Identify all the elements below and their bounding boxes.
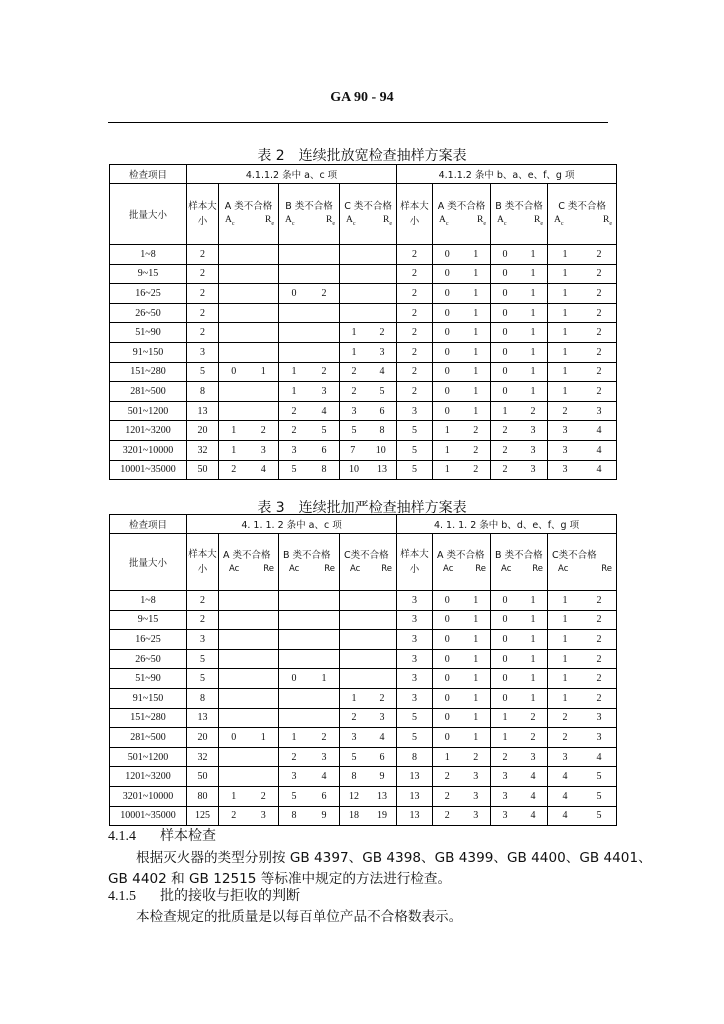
cell-a bbox=[219, 591, 279, 611]
section-4-1-4-body-line2: GB 4402 和 GB 12515 等标准中规定的方法进行检查。 bbox=[108, 871, 452, 887]
section-number: 4.1.4 bbox=[108, 829, 136, 844]
sample-size-right: 3 bbox=[397, 669, 433, 689]
cell-a2: 0 1 bbox=[433, 284, 491, 304]
lot-size: 9~15 bbox=[110, 264, 187, 284]
cell-c2: 1 2 bbox=[548, 303, 617, 323]
sample-size-right: 3 bbox=[397, 401, 433, 421]
table2-hdr-c-left: C 类不合格 $A_c$ $R_e$ bbox=[340, 184, 397, 245]
cell-b bbox=[279, 708, 340, 728]
table3-hdr-a-left: A 类不合格 Ac Re bbox=[219, 534, 279, 591]
lot-size: 26~50 bbox=[110, 649, 187, 669]
table3-caption: 表 3 连续批加严检查抽样方案表 bbox=[257, 500, 467, 516]
table3-hdr-a-right: A 类不合格 Ac Re bbox=[433, 534, 491, 591]
cell-a2: 0 1 bbox=[433, 303, 491, 323]
table2-hdr-b-left: B 类不合格 $A_c$ $R_e$ bbox=[279, 184, 340, 245]
sample-size-right: 3 bbox=[397, 688, 433, 708]
cell-b2: 2 3 bbox=[491, 421, 548, 441]
table-row bbox=[110, 728, 617, 748]
table2-hdr-c-right: C 类不合格 $A_c$ $R_e$ bbox=[548, 184, 617, 245]
cell-c: 3 4 bbox=[340, 728, 397, 748]
sample-size-right: 5 bbox=[397, 440, 433, 460]
cell-c2: 4 5 bbox=[548, 806, 617, 826]
table2-hdr-a-left: A 类不合格 $A_c$ $R_e$ bbox=[219, 184, 279, 245]
sample-size: 8 bbox=[187, 382, 219, 402]
sample-size-right: 3 bbox=[397, 630, 433, 650]
cell-b: 3 4 bbox=[279, 767, 340, 787]
section-4-1-4-body-line1: 根据灭火器的类型分别按 GB 4397、GB 4398、GB 4399、GB 4400、GB 4401、 bbox=[136, 850, 652, 866]
cell-b bbox=[279, 245, 340, 265]
cell-a bbox=[219, 284, 279, 304]
cell-c bbox=[340, 630, 397, 650]
sample-size-right: 5 bbox=[397, 460, 433, 480]
table-row bbox=[110, 303, 617, 323]
cell-a bbox=[219, 401, 279, 421]
table-row bbox=[110, 747, 617, 767]
cell-a2: 0 1 bbox=[433, 342, 491, 362]
cell-a bbox=[219, 245, 279, 265]
cell-b bbox=[279, 303, 340, 323]
sample-size: 50 bbox=[187, 460, 219, 480]
class-a-label: A 类不合格 bbox=[224, 200, 273, 212]
table-row bbox=[110, 806, 617, 826]
cell-a2: 0 1 bbox=[433, 264, 491, 284]
table-row bbox=[110, 610, 617, 630]
cell-a bbox=[219, 610, 279, 630]
sample-size: 13 bbox=[187, 708, 219, 728]
cell-b2: 0 1 bbox=[491, 630, 548, 650]
cell-a2: 0 1 bbox=[433, 649, 491, 669]
cell-c: 1 3 bbox=[340, 342, 397, 362]
cell-b: 3 6 bbox=[279, 440, 340, 460]
lot-size: 16~25 bbox=[110, 284, 187, 304]
cell-b2: 0 1 bbox=[491, 669, 548, 689]
cell-b: 8 9 bbox=[279, 806, 340, 826]
table-row bbox=[110, 649, 617, 669]
cell-b2: 1 2 bbox=[491, 708, 548, 728]
sample-size: 3 bbox=[187, 630, 219, 650]
table2-group-right: 4.1.1.2 条中 b、a、e、f、g 项 bbox=[397, 165, 617, 184]
cell-c2: 4 5 bbox=[548, 786, 617, 806]
lot-size: 1~8 bbox=[110, 245, 187, 265]
cell-a2: 2 3 bbox=[433, 786, 491, 806]
lot-size: 91~150 bbox=[110, 688, 187, 708]
cell-b2: 1 2 bbox=[491, 728, 548, 748]
cell-b2: 0 1 bbox=[491, 284, 548, 304]
cell-b2: 3 4 bbox=[491, 786, 548, 806]
lot-size: 51~90 bbox=[110, 669, 187, 689]
sample-size: 2 bbox=[187, 591, 219, 611]
cell-b bbox=[279, 591, 340, 611]
sample-size: 125 bbox=[187, 806, 219, 826]
sample-size-right: 3 bbox=[397, 649, 433, 669]
cell-a2: 0 1 bbox=[433, 728, 491, 748]
cell-c bbox=[340, 284, 397, 304]
lot-size: 51~90 bbox=[110, 323, 187, 343]
lot-size: 91~150 bbox=[110, 342, 187, 362]
cell-a bbox=[219, 649, 279, 669]
cell-b: 2 4 bbox=[279, 401, 340, 421]
cell-a bbox=[219, 323, 279, 343]
cell-a2: 0 1 bbox=[433, 669, 491, 689]
cell-a bbox=[219, 303, 279, 323]
sample-size-right: 3 bbox=[397, 610, 433, 630]
standard-code: GA 90 - 94 bbox=[330, 90, 394, 105]
sample-size: 2 bbox=[187, 264, 219, 284]
cell-a bbox=[219, 630, 279, 650]
cell-b2: 2 3 bbox=[491, 747, 548, 767]
cell-b: 2 3 bbox=[279, 747, 340, 767]
cell-c2: 4 5 bbox=[548, 767, 617, 787]
cell-b bbox=[279, 264, 340, 284]
cell-b bbox=[279, 649, 340, 669]
cell-c: 5 6 bbox=[340, 747, 397, 767]
lot-size: 501~1200 bbox=[110, 401, 187, 421]
table-row bbox=[110, 323, 617, 343]
cell-a2: 1 2 bbox=[433, 460, 491, 480]
section-title: 样本检查 bbox=[160, 828, 216, 844]
lot-size: 26~50 bbox=[110, 303, 187, 323]
cell-a2: 0 1 bbox=[433, 708, 491, 728]
sample-size-right: 13 bbox=[397, 806, 433, 826]
section-4-1-5-body: 本检查规定的批质量是以每百单位产品不合格数表示。 bbox=[136, 909, 463, 925]
cell-c bbox=[340, 669, 397, 689]
lot-size: 151~280 bbox=[110, 708, 187, 728]
cell-b2: 0 1 bbox=[491, 323, 548, 343]
sample-size-right: 13 bbox=[397, 786, 433, 806]
cell-b2: 0 1 bbox=[491, 245, 548, 265]
table-row bbox=[110, 245, 617, 265]
lot-size: 151~280 bbox=[110, 362, 187, 382]
table3-hdr-sample-right: 样本大小 bbox=[397, 534, 433, 591]
cell-c bbox=[340, 610, 397, 630]
cell-c bbox=[340, 591, 397, 611]
class-b-label: B 类不合格 bbox=[285, 200, 333, 212]
sample-size: 20 bbox=[187, 421, 219, 441]
cell-c2: 1 2 bbox=[548, 630, 617, 650]
cell-a2: 0 1 bbox=[433, 245, 491, 265]
cell-c2: 1 2 bbox=[548, 362, 617, 382]
cell-a: 0 1 bbox=[219, 362, 279, 382]
cell-b2: 0 1 bbox=[491, 649, 548, 669]
cell-b2: 3 4 bbox=[491, 806, 548, 826]
sample-size-right: 2 bbox=[397, 284, 433, 304]
table-row bbox=[110, 708, 617, 728]
cell-a bbox=[219, 688, 279, 708]
cell-c2: 2 3 bbox=[548, 401, 617, 421]
cell-a: 2 3 bbox=[219, 806, 279, 826]
cell-c2: 3 4 bbox=[548, 440, 617, 460]
sample-size: 20 bbox=[187, 728, 219, 748]
sample-size-right: 8 bbox=[397, 747, 433, 767]
cell-c: 10 13 bbox=[340, 460, 397, 480]
cell-a2: 0 1 bbox=[433, 610, 491, 630]
cell-a bbox=[219, 264, 279, 284]
cell-c bbox=[340, 245, 397, 265]
cell-c: 2 3 bbox=[340, 708, 397, 728]
cell-c: 2 4 bbox=[340, 362, 397, 382]
cell-b bbox=[279, 688, 340, 708]
sample-size: 2 bbox=[187, 245, 219, 265]
section-4-1-4-heading bbox=[108, 826, 216, 847]
table-row bbox=[110, 630, 617, 650]
cell-c: 8 9 bbox=[340, 767, 397, 787]
cell-a bbox=[219, 767, 279, 787]
cell-c2: 1 2 bbox=[548, 342, 617, 362]
cell-c bbox=[340, 649, 397, 669]
sample-size-right: 2 bbox=[397, 264, 433, 284]
cell-a bbox=[219, 747, 279, 767]
sample-size: 2 bbox=[187, 284, 219, 304]
sample-size: 32 bbox=[187, 440, 219, 460]
table-row bbox=[110, 284, 617, 304]
cell-b bbox=[279, 342, 340, 362]
lot-size: 3201~10000 bbox=[110, 440, 187, 460]
cell-a: 1 3 bbox=[219, 440, 279, 460]
cell-b2: 0 1 bbox=[491, 591, 548, 611]
cell-a: 0 1 bbox=[219, 728, 279, 748]
cell-a2: 1 2 bbox=[433, 747, 491, 767]
sample-size: 32 bbox=[187, 747, 219, 767]
cell-b2: 0 1 bbox=[491, 610, 548, 630]
table-row bbox=[110, 767, 617, 787]
cell-a2: 1 2 bbox=[433, 421, 491, 441]
lot-size: 9~15 bbox=[110, 610, 187, 630]
cell-a2: 1 2 bbox=[433, 440, 491, 460]
cell-c2: 1 2 bbox=[548, 669, 617, 689]
cell-b2: 2 3 bbox=[491, 460, 548, 480]
sample-size: 50 bbox=[187, 767, 219, 787]
cell-c: 3 6 bbox=[340, 401, 397, 421]
lot-size: 1201~3200 bbox=[110, 767, 187, 787]
lot-size: 16~25 bbox=[110, 630, 187, 650]
sample-size-right: 13 bbox=[397, 767, 433, 787]
cell-b2: 3 4 bbox=[491, 767, 548, 787]
cell-a2: 2 3 bbox=[433, 767, 491, 787]
cell-a: 1 2 bbox=[219, 786, 279, 806]
cell-c: 2 5 bbox=[340, 382, 397, 402]
cell-c2: 1 2 bbox=[548, 688, 617, 708]
table-row bbox=[110, 688, 617, 708]
cell-a: 2 4 bbox=[219, 460, 279, 480]
cell-a: 1 2 bbox=[219, 421, 279, 441]
lot-size: 3201~10000 bbox=[110, 786, 187, 806]
cell-b2: 0 1 bbox=[491, 382, 548, 402]
table-row bbox=[110, 786, 617, 806]
table-row bbox=[110, 382, 617, 402]
sample-size: 2 bbox=[187, 303, 219, 323]
cell-c: 1 2 bbox=[340, 688, 397, 708]
cell-c2: 1 2 bbox=[548, 323, 617, 343]
lot-size: 10001~35000 bbox=[110, 460, 187, 480]
sample-size: 8 bbox=[187, 688, 219, 708]
table2-hdr-batch: 批量大小 bbox=[110, 184, 187, 245]
cell-a2: 0 1 bbox=[433, 382, 491, 402]
sample-size: 5 bbox=[187, 669, 219, 689]
table2-hdr-item: 检查项目 bbox=[110, 165, 187, 184]
header-rule bbox=[108, 122, 608, 123]
lot-size: 10001~35000 bbox=[110, 806, 187, 826]
cell-a2: 0 1 bbox=[433, 688, 491, 708]
cell-b: 1 2 bbox=[279, 728, 340, 748]
cell-b2: 0 1 bbox=[491, 342, 548, 362]
table3-hdr-batch: 批量大小 bbox=[110, 534, 187, 591]
sample-size-right: 5 bbox=[397, 708, 433, 728]
cell-b: 1 3 bbox=[279, 382, 340, 402]
cell-c bbox=[340, 264, 397, 284]
sample-size-right: 2 bbox=[397, 245, 433, 265]
sample-size-right: 3 bbox=[397, 591, 433, 611]
cell-a2: 0 1 bbox=[433, 591, 491, 611]
table3-hdr-b-right: B 类不合格 Ac Re bbox=[491, 534, 548, 591]
table2-group-left: 4.1.1.2 条中 a、c 项 bbox=[187, 165, 397, 184]
table3-hdr-c-right: C类不合格 Ac Re bbox=[548, 534, 617, 591]
table-row bbox=[110, 401, 617, 421]
lot-size: 1~8 bbox=[110, 591, 187, 611]
table2-hdr-b-right: B 类不合格 $A_c$ $R_e$ bbox=[491, 184, 548, 245]
table3-group-right: 4. 1. 1. 2 条中 b、d、e、f、g 项 bbox=[397, 515, 617, 534]
cell-b2: 0 1 bbox=[491, 362, 548, 382]
sample-size: 5 bbox=[187, 649, 219, 669]
table2-hdr-sample: 样本大小 bbox=[187, 184, 219, 245]
table2-caption: 表 2 连续批放宽检查抽样方案表 bbox=[257, 148, 467, 164]
cell-c2: 1 2 bbox=[548, 382, 617, 402]
sample-size-right: 2 bbox=[397, 382, 433, 402]
sample-size-right: 2 bbox=[397, 342, 433, 362]
table3-hdr-sample: 样本大小 bbox=[187, 534, 219, 591]
sample-size: 2 bbox=[187, 610, 219, 630]
table-row bbox=[110, 421, 617, 441]
cell-c2: 1 2 bbox=[548, 591, 617, 611]
sample-size-right: 2 bbox=[397, 323, 433, 343]
sample-size-right: 2 bbox=[397, 362, 433, 382]
cell-b: 5 8 bbox=[279, 460, 340, 480]
cell-b: 0 1 bbox=[279, 669, 340, 689]
sample-size: 80 bbox=[187, 786, 219, 806]
table3-hdr-b-left: B 类不合格 Ac Re bbox=[279, 534, 340, 591]
table3-hdr-item: 检查项目 bbox=[110, 515, 187, 534]
cell-a2: 2 3 bbox=[433, 806, 491, 826]
class-c-label: C 类不合格 bbox=[344, 200, 392, 212]
lot-size: 281~500 bbox=[110, 728, 187, 748]
table-row bbox=[110, 669, 617, 689]
cell-a2: 0 1 bbox=[433, 362, 491, 382]
cell-c2: 1 2 bbox=[548, 284, 617, 304]
cell-c2: 1 2 bbox=[548, 264, 617, 284]
cell-c2: 1 2 bbox=[548, 245, 617, 265]
cell-b: 0 2 bbox=[279, 284, 340, 304]
cell-a bbox=[219, 342, 279, 362]
cell-c: 18 19 bbox=[340, 806, 397, 826]
lot-size: 501~1200 bbox=[110, 747, 187, 767]
table-row bbox=[110, 362, 617, 382]
table2-hdr-a-right: A 类不合格 $A_c$ $R_e$ bbox=[433, 184, 491, 245]
cell-c: 5 8 bbox=[340, 421, 397, 441]
cell-b bbox=[279, 323, 340, 343]
sample-size-right: 5 bbox=[397, 728, 433, 748]
sample-size-right: 2 bbox=[397, 303, 433, 323]
table-row bbox=[110, 591, 617, 611]
cell-b: 1 2 bbox=[279, 362, 340, 382]
cell-a bbox=[219, 382, 279, 402]
cell-c bbox=[340, 303, 397, 323]
table-row bbox=[110, 440, 617, 460]
cell-c: 12 13 bbox=[340, 786, 397, 806]
cell-b bbox=[279, 630, 340, 650]
lot-size: 1201~3200 bbox=[110, 421, 187, 441]
cell-b2: 1 2 bbox=[491, 401, 548, 421]
cell-b2: 0 1 bbox=[491, 303, 548, 323]
cell-a2: 0 1 bbox=[433, 323, 491, 343]
table-row bbox=[110, 460, 617, 480]
cell-c2: 2 3 bbox=[548, 728, 617, 748]
table2 bbox=[109, 164, 616, 480]
cell-b: 2 5 bbox=[279, 421, 340, 441]
table-row bbox=[110, 264, 617, 284]
cell-c2: 2 3 bbox=[548, 708, 617, 728]
cell-b bbox=[279, 610, 340, 630]
sample-size: 2 bbox=[187, 323, 219, 343]
sample-size: 13 bbox=[187, 401, 219, 421]
cell-c2: 1 2 bbox=[548, 649, 617, 669]
cell-c: 1 2 bbox=[340, 323, 397, 343]
cell-a2: 0 1 bbox=[433, 401, 491, 421]
table3-group-left: 4. 1. 1. 2 条中 a、c 项 bbox=[187, 515, 397, 534]
cell-b2: 0 1 bbox=[491, 688, 548, 708]
lot-size: 281~500 bbox=[110, 382, 187, 402]
table-row bbox=[110, 342, 617, 362]
cell-c: 7 10 bbox=[340, 440, 397, 460]
sample-size: 3 bbox=[187, 342, 219, 362]
cell-a2: 0 1 bbox=[433, 630, 491, 650]
cell-a bbox=[219, 669, 279, 689]
table2-hdr-sample-right: 样本大小 bbox=[397, 184, 433, 245]
section-4-1-5-heading: 4.1.5 批的接收与拒收的判断 bbox=[108, 888, 300, 904]
cell-b: 5 6 bbox=[279, 786, 340, 806]
table3 bbox=[109, 514, 616, 826]
cell-c2: 3 4 bbox=[548, 747, 617, 767]
sample-size: 5 bbox=[187, 362, 219, 382]
cell-b2: 0 1 bbox=[491, 264, 548, 284]
cell-c2: 3 4 bbox=[548, 421, 617, 441]
cell-b2: 2 3 bbox=[491, 440, 548, 460]
table3-hdr-c-left: C类不合格 Ac Re bbox=[340, 534, 397, 591]
cell-a bbox=[219, 708, 279, 728]
cell-c2: 3 4 bbox=[548, 460, 617, 480]
sample-size-right: 5 bbox=[397, 421, 433, 441]
cell-c2: 1 2 bbox=[548, 610, 617, 630]
